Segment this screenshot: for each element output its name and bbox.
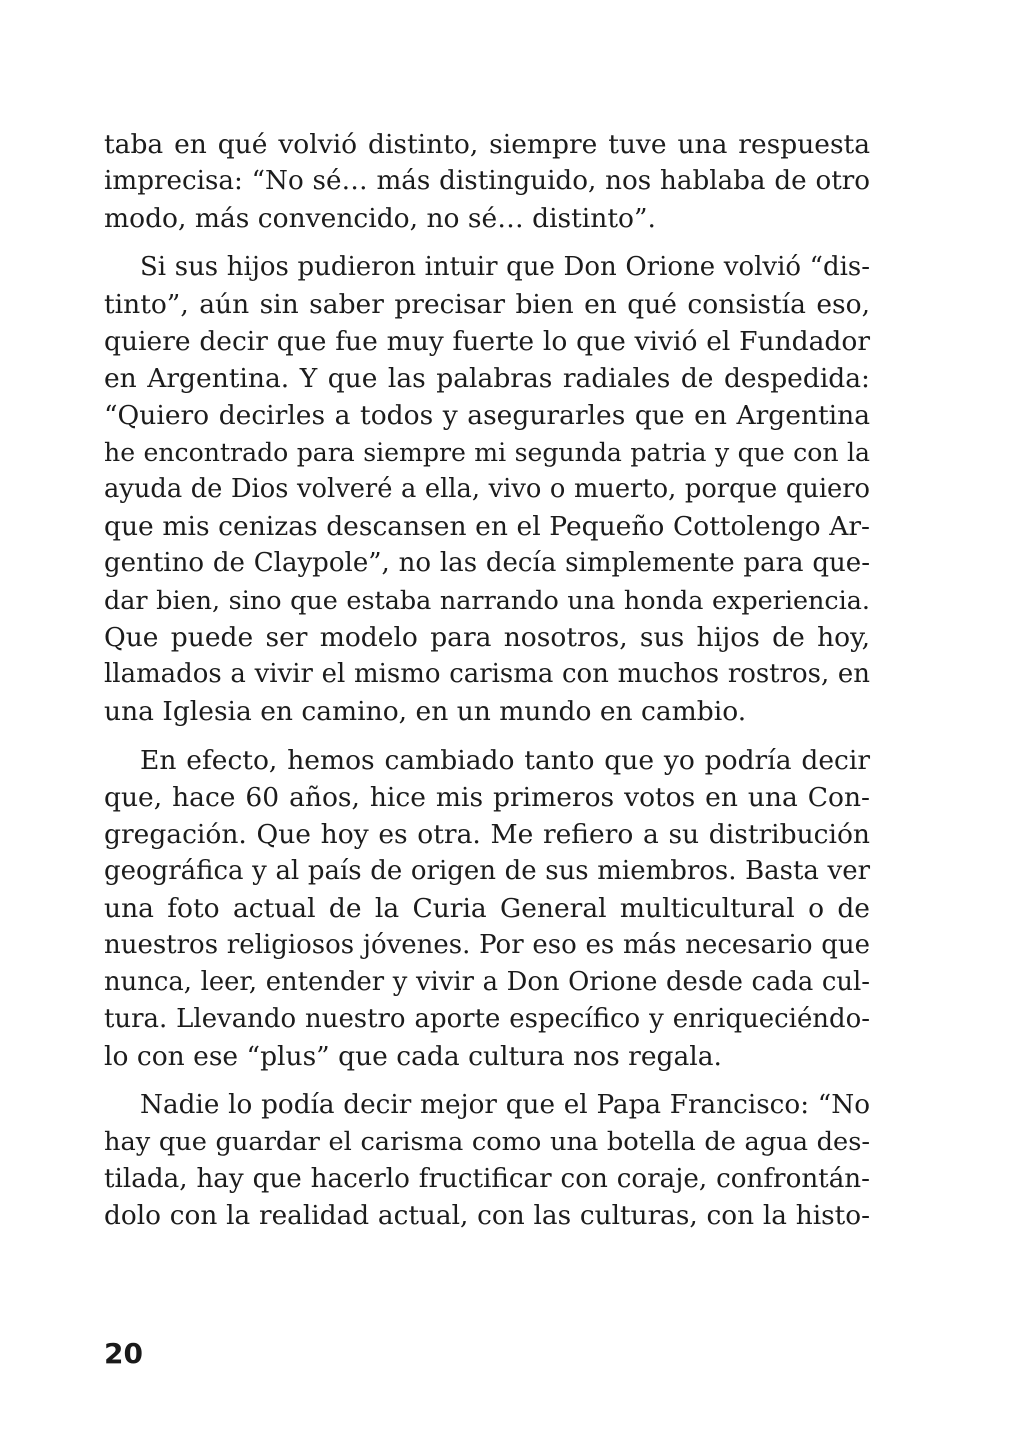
text-line: Si sus hijos pudieron intuir que Don Orione volvió “dis- [140, 252, 870, 282]
text-line: nuestros religiosos jóvenes. Por eso es más necesario que [104, 930, 870, 960]
text-line: nunca, leer, entender y vivir a Don Orione desde cada cul- [104, 967, 870, 997]
text-line: tura. Llevando nuestro aporte específico y enriqueciéndo- [104, 1004, 870, 1034]
paragraph-gap [104, 1075, 870, 1087]
text-line: quiere decir que fue muy fuerte lo que vivió el Fundador [104, 326, 870, 357]
text-line: gregación. Que hoy es otra. Me refiero a su distribución [104, 819, 870, 850]
paragraph-gap [104, 730, 870, 742]
text-line: dar bien, sino que estaba narrando una honda experiencia. [104, 585, 870, 615]
body-text [104, 126, 870, 1235]
text-line: llamados a vivir el mismo carisma con muchos rostros, en [104, 659, 870, 689]
text-line: “Quiero decirles a todos y asegurarles que en Argentina [104, 400, 870, 431]
text-line: geográfica y al país de origen de sus miembros. Basta ver [104, 856, 870, 886]
text-line: dolo con la realidad actual, con las culturas, con la histo- [104, 1201, 870, 1231]
text-line: una Iglesia en camino, en un mundo en cambio. [104, 696, 747, 727]
text-line: tilada, hay que hacerlo fructificar con coraje, confrontán- [104, 1164, 870, 1194]
text-line: gentino de Claypole”, no las decía simplemente para que- [104, 548, 870, 578]
text-line: hay que guardar el carisma como una botella de agua des- [104, 1127, 870, 1157]
text-line: tinto”, aún sin saber precisar bien en qué consistía eso, [104, 289, 870, 320]
text-line: imprecisa: “No sé… más distinguido, nos hablaba de otro [104, 166, 870, 196]
text-line: modo, más convencido, no sé… distinto”. [104, 203, 656, 234]
text-line: una foto actual de la Curia General multicultural o de [104, 893, 870, 924]
text-line: que, hace 60 años, hice mis primeros votos en una Con- [104, 782, 870, 813]
paragraph-gap [104, 237, 870, 249]
text-line: Nadie lo podía decir mejor que el Papa Francisco: “No [140, 1090, 870, 1120]
text-line: en Argentina. Y que las palabras radiales de despedida: [104, 363, 870, 394]
text-line: ayuda de Dios volveré a ella, vivo o muerto, porque quiero [104, 474, 870, 504]
text-line: En efecto, hemos cambiado tanto que yo podría decir [140, 745, 870, 776]
text-line: he encontrado para siempre mi segunda patria y que con la [104, 438, 870, 467]
text-line: taba en qué volvió distinto, siempre tuve una respuesta [104, 129, 870, 160]
text-line: Que puede ser modelo para nosotros, sus hijos de hoy, [104, 622, 870, 653]
text-line: que mis cenizas descansen en el Pequeño Cottolengo Ar- [104, 511, 870, 542]
page-number: 20 [104, 1337, 143, 1370]
text-line: lo con ese “plus” que cada cultura nos regala. [104, 1041, 722, 1072]
